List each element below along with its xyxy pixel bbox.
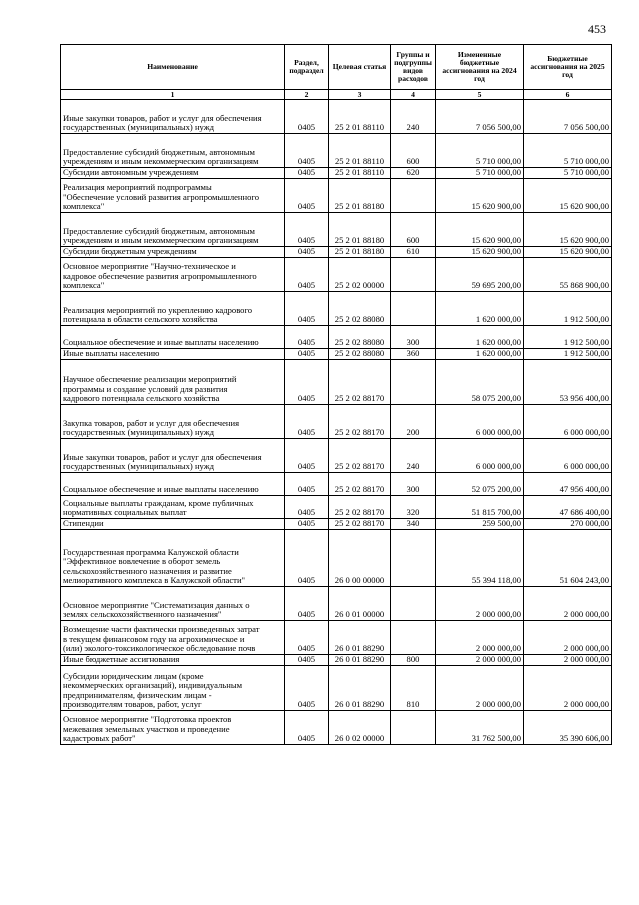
row-section: 0405	[285, 100, 329, 134]
row-section: 0405	[285, 326, 329, 349]
row-name: Закупка товаров, работ и услуг для обеспечения государственных (муниципальных) нужд	[61, 405, 285, 439]
row-name: Основное мероприятие "Научно-техническое и кадровое обеспечение развития агропромышленного комплекса"	[61, 258, 285, 292]
row-expense-group: 320	[391, 496, 436, 519]
row-name: Реализация мероприятий подпрограммы "Обеспечение условий развития агропромышленного комплекса"	[61, 179, 285, 213]
row-amount-2024: 6 000 000,00	[436, 439, 524, 473]
row-section: 0405	[285, 439, 329, 473]
page-number: 453	[588, 22, 606, 36]
budget-table	[60, 44, 612, 745]
row-amount-2024: 51 815 700,00	[436, 496, 524, 519]
row-amount-2025: 2 000 000,00	[524, 621, 612, 655]
row-expense-group: 340	[391, 519, 436, 530]
row-target-article: 25 2 01 88110	[329, 100, 391, 134]
row-amount-2024: 259 500,00	[436, 519, 524, 530]
row-amount-2025: 35 390 606,00	[524, 711, 612, 745]
row-amount-2024: 55 394 118,00	[436, 530, 524, 587]
row-name: Предоставление субсидий бюджетным, автономным учреждениям и иным некоммерческим организациям	[61, 134, 285, 168]
row-amount-2024: 15 620 900,00	[436, 213, 524, 247]
row-amount-2024: 52 075 200,00	[436, 473, 524, 496]
row-target-article: 25 2 02 88170	[329, 439, 391, 473]
row-target-article: 25 2 01 88110	[329, 168, 391, 179]
row-amount-2025: 5 710 000,00	[524, 168, 612, 179]
column-number: 6	[524, 90, 612, 100]
table-row	[61, 519, 612, 530]
row-target-article: 25 2 01 88110	[329, 134, 391, 168]
row-name: Иные выплаты населению	[61, 349, 285, 360]
row-name: Научное обеспечение реализации мероприятий программы и создание условий для развития кадрового потенциала сельского хозяйства	[61, 360, 285, 405]
row-amount-2025: 270 000,00	[524, 519, 612, 530]
row-section: 0405	[285, 530, 329, 587]
header-2024: Измененные бюджетные ассигнования на 2024 год	[436, 45, 524, 90]
table-row	[61, 292, 612, 326]
row-amount-2024: 59 695 200,00	[436, 258, 524, 292]
row-amount-2024: 1 620 000,00	[436, 326, 524, 349]
row-section: 0405	[285, 258, 329, 292]
row-expense-group	[391, 587, 436, 621]
row-section: 0405	[285, 179, 329, 213]
row-amount-2025: 2 000 000,00	[524, 666, 612, 711]
table-row	[61, 349, 612, 360]
row-section: 0405	[285, 168, 329, 179]
column-number: 2	[285, 90, 329, 100]
row-expense-group: 240	[391, 100, 436, 134]
row-expense-group	[391, 360, 436, 405]
row-target-article: 25 2 01 88180	[329, 179, 391, 213]
table-row	[61, 439, 612, 473]
row-target-article: 25 2 02 88170	[329, 405, 391, 439]
row-name: Социальные выплаты гражданам, кроме публичных нормативных социальных выплат	[61, 496, 285, 519]
row-amount-2025: 6 000 000,00	[524, 405, 612, 439]
row-expense-group: 360	[391, 349, 436, 360]
row-amount-2024: 6 000 000,00	[436, 405, 524, 439]
header-row	[61, 45, 612, 90]
row-target-article: 26 0 01 88290	[329, 621, 391, 655]
row-target-article: 25 2 01 88180	[329, 247, 391, 258]
row-amount-2025: 2 000 000,00	[524, 587, 612, 621]
row-section: 0405	[285, 473, 329, 496]
table-row	[61, 711, 612, 745]
row-amount-2025: 1 912 500,00	[524, 349, 612, 360]
row-amount-2025: 55 868 900,00	[524, 258, 612, 292]
row-expense-group	[391, 530, 436, 587]
row-amount-2024: 15 620 900,00	[436, 179, 524, 213]
row-amount-2024: 58 075 200,00	[436, 360, 524, 405]
column-number: 3	[329, 90, 391, 100]
row-target-article: 26 0 02 00000	[329, 711, 391, 745]
table-row	[61, 258, 612, 292]
row-amount-2025: 53 956 400,00	[524, 360, 612, 405]
table-row	[61, 247, 612, 258]
row-target-article: 26 0 00 00000	[329, 530, 391, 587]
row-amount-2024: 15 620 900,00	[436, 247, 524, 258]
column-number: 5	[436, 90, 524, 100]
row-amount-2024: 1 620 000,00	[436, 292, 524, 326]
row-expense-group	[391, 711, 436, 745]
table-row	[61, 168, 612, 179]
row-target-article: 26 0 01 00000	[329, 587, 391, 621]
table-row	[61, 666, 612, 711]
row-name: Предоставление субсидий бюджетным, автономным учреждениям и иным некоммерческим организациям	[61, 213, 285, 247]
row-target-article: 26 0 01 88290	[329, 666, 391, 711]
row-expense-group	[391, 179, 436, 213]
row-expense-group	[391, 292, 436, 326]
row-amount-2024: 2 000 000,00	[436, 666, 524, 711]
header-section: Раздел, подраздел	[285, 45, 329, 90]
column-number: 1	[61, 90, 285, 100]
row-amount-2025: 1 912 500,00	[524, 292, 612, 326]
table-row	[61, 179, 612, 213]
row-amount-2025: 47 956 400,00	[524, 473, 612, 496]
row-name: Социальное обеспечение и иные выплаты населению	[61, 473, 285, 496]
row-section: 0405	[285, 666, 329, 711]
table-row	[61, 587, 612, 621]
table-row	[61, 496, 612, 519]
row-amount-2025: 2 000 000,00	[524, 655, 612, 666]
row-section: 0405	[285, 134, 329, 168]
row-target-article: 25 2 02 88080	[329, 326, 391, 349]
column-number-row	[61, 90, 612, 100]
row-amount-2025: 5 710 000,00	[524, 134, 612, 168]
table-row	[61, 326, 612, 349]
row-amount-2025: 15 620 900,00	[524, 247, 612, 258]
table-row	[61, 100, 612, 134]
row-section: 0405	[285, 519, 329, 530]
row-expense-group: 600	[391, 213, 436, 247]
row-target-article: 25 2 02 88170	[329, 360, 391, 405]
row-amount-2025: 1 912 500,00	[524, 326, 612, 349]
row-section: 0405	[285, 292, 329, 326]
table-row	[61, 360, 612, 405]
row-amount-2024: 2 000 000,00	[436, 621, 524, 655]
row-expense-group: 300	[391, 473, 436, 496]
row-section: 0405	[285, 655, 329, 666]
row-section: 0405	[285, 247, 329, 258]
row-section: 0405	[285, 496, 329, 519]
row-name: Социальное обеспечение и иные выплаты населению	[61, 326, 285, 349]
header-name: Наименование	[61, 45, 285, 90]
row-amount-2024: 2 000 000,00	[436, 655, 524, 666]
row-expense-group: 240	[391, 439, 436, 473]
row-section: 0405	[285, 349, 329, 360]
row-expense-group: 800	[391, 655, 436, 666]
row-amount-2024: 5 710 000,00	[436, 168, 524, 179]
row-name: Стипендии	[61, 519, 285, 530]
row-section: 0405	[285, 360, 329, 405]
row-amount-2025: 51 604 243,00	[524, 530, 612, 587]
row-target-article: 25 2 02 88170	[329, 473, 391, 496]
header-expense-group: Группы и подгруппы видов расходов	[391, 45, 436, 90]
row-target-article: 25 2 02 88080	[329, 292, 391, 326]
row-expense-group	[391, 621, 436, 655]
row-name: Субсидии бюджетным учреждениям	[61, 247, 285, 258]
row-target-article: 25 2 01 88180	[329, 213, 391, 247]
row-target-article: 25 2 02 88170	[329, 519, 391, 530]
row-name: Иные бюджетные ассигнования	[61, 655, 285, 666]
row-name: Реализация мероприятий по укреплению кадрового потенциала в области сельского хозяйства	[61, 292, 285, 326]
row-amount-2024: 1 620 000,00	[436, 349, 524, 360]
row-section: 0405	[285, 711, 329, 745]
table-row	[61, 405, 612, 439]
row-name: Иные закупки товаров, работ и услуг для обеспечения государственных (муниципальных) нужд	[61, 439, 285, 473]
table-row	[61, 530, 612, 587]
row-name: Субсидии юридическим лицам (кроме некоммерческих организаций), индивидуальным предпринимателям, физическим лицам - производителям товаров, работ, услуг	[61, 666, 285, 711]
row-amount-2025: 47 686 400,00	[524, 496, 612, 519]
column-number: 4	[391, 90, 436, 100]
row-amount-2024: 7 056 500,00	[436, 100, 524, 134]
row-name: Основное мероприятие "Подготовка проектов межевания земельных участков и проведение кадастровых работ"	[61, 711, 285, 745]
table-row	[61, 473, 612, 496]
row-amount-2024: 2 000 000,00	[436, 587, 524, 621]
row-amount-2025: 15 620 900,00	[524, 179, 612, 213]
row-expense-group: 610	[391, 247, 436, 258]
row-amount-2024: 5 710 000,00	[436, 134, 524, 168]
row-target-article: 25 2 02 88080	[329, 349, 391, 360]
row-name: Основное мероприятие "Систематизация данных о землях сельскохозяйственного назначения"	[61, 587, 285, 621]
table-body	[61, 100, 612, 745]
table-header	[61, 45, 612, 100]
table-row	[61, 655, 612, 666]
row-name: Иные закупки товаров, работ и услуг для обеспечения государственных (муниципальных) нужд	[61, 100, 285, 134]
row-name: Субсидии автономным учреждениям	[61, 168, 285, 179]
table-row	[61, 134, 612, 168]
row-amount-2025: 7 056 500,00	[524, 100, 612, 134]
row-name: Государственная программа Калужской области "Эффективное вовлечение в оборот земель сельскохозяйственного назначения и развитие мелиоративного комплекса в Калужской области"	[61, 530, 285, 587]
row-expense-group: 600	[391, 134, 436, 168]
row-expense-group: 200	[391, 405, 436, 439]
row-section: 0405	[285, 405, 329, 439]
row-section: 0405	[285, 621, 329, 655]
row-target-article: 25 2 02 00000	[329, 258, 391, 292]
row-section: 0405	[285, 587, 329, 621]
row-target-article: 26 0 01 88290	[329, 655, 391, 666]
header-target-article: Целевая статья	[329, 45, 391, 90]
row-expense-group: 620	[391, 168, 436, 179]
row-target-article: 25 2 02 88170	[329, 496, 391, 519]
table-row	[61, 621, 612, 655]
row-expense-group: 810	[391, 666, 436, 711]
row-amount-2024: 31 762 500,00	[436, 711, 524, 745]
row-amount-2025: 6 000 000,00	[524, 439, 612, 473]
row-section: 0405	[285, 213, 329, 247]
row-expense-group: 300	[391, 326, 436, 349]
table-row	[61, 213, 612, 247]
row-amount-2025: 15 620 900,00	[524, 213, 612, 247]
header-2025: Бюджетные ассигнования на 2025 год	[524, 45, 612, 90]
row-name: Возмещение части фактически произведенных затрат в текущем финансовом году на агрохимическое и (или) эколого-токсикологическое обследование почв	[61, 621, 285, 655]
row-expense-group	[391, 258, 436, 292]
